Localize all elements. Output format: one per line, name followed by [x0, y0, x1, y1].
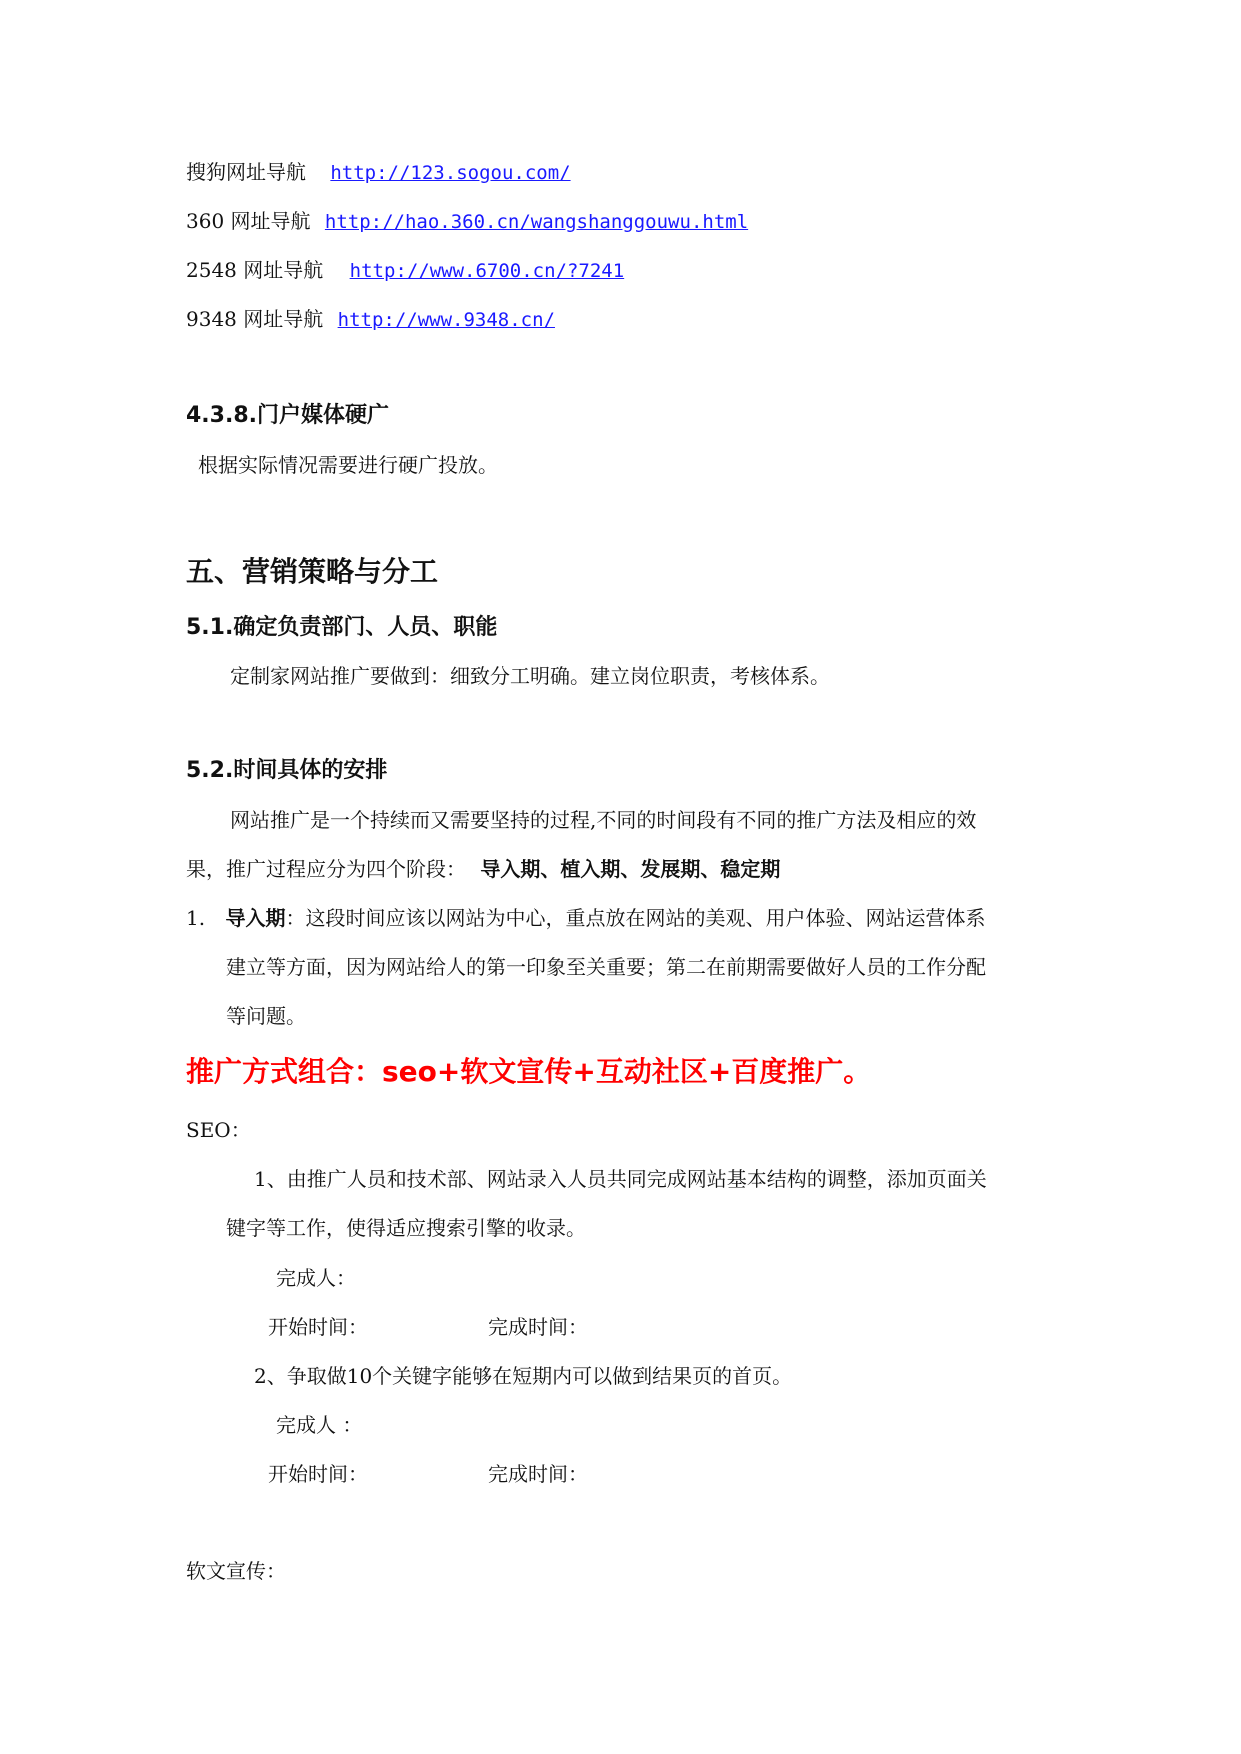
nav-label: 2548 网址导航 [186, 258, 324, 282]
nav-link[interactable]: http://123.sogou.com/ [330, 162, 571, 184]
seo-task1-start: 开始时间： [268, 1315, 368, 1339]
seo-task1-end: 完成时间： [488, 1315, 588, 1339]
section-heading-51: 5.1.确定负责部门、人员、职能 [186, 615, 498, 640]
paragraph-text: 果，推广过程应分为四个阶段： [186, 857, 466, 881]
seo-task2-owner: 完成人 ： [276, 1413, 363, 1437]
seo-task1-line: 键字等工作，使得适应搜索引擎的收录。 [226, 1216, 586, 1240]
nav-line-2548 [186, 256, 624, 285]
nav-link[interactable]: http://www.6700.cn/?7241 [349, 260, 625, 282]
section-body-51: 定制家网站推广要做到：细致分工明确。建立岗位职责，考核体系。 [230, 664, 830, 688]
nav-link[interactable]: http://hao.360.cn/wangshanggouwu.html [324, 211, 749, 233]
section-heading-52: 5.2.时间具体的安排 [186, 758, 388, 783]
stage-list-bold: 导入期、植入期、发展期、稳定期 [480, 857, 781, 881]
soft-article-label: 软文宣传： [186, 1559, 286, 1583]
nav-label: 搜狗网址导航 [186, 160, 306, 184]
list-number: 1. [186, 906, 206, 930]
seo-task1-owner: 完成人： [276, 1266, 356, 1290]
list-item-continuation: 等问题。 [226, 1004, 306, 1028]
section-heading-438: 4.3.8.门户媒体硬广 [186, 403, 389, 428]
promo-combo-heading: 推广方式组合：seo+软文宣传+互动社区+百度推广。 [186, 1055, 872, 1088]
nav-label: 360 网址导航 [186, 209, 311, 233]
nav-link[interactable]: http://www.9348.cn/ [337, 309, 555, 331]
nav-line-sogou [186, 158, 571, 187]
list-item-continuation: 建立等方面，因为网站给人的第一印象至关重要；第二在前期需要做好人员的工作分配 [226, 955, 986, 979]
list-item-text: ：这段时间应该以网站为中心，重点放在网站的美观、用户体验、网站运营体系 [285, 906, 986, 930]
seo-task1-line: 1、由推广人员和技术部、网站录入人员共同完成网站基本结构的调整，添加页面关 [254, 1167, 987, 1191]
seo-task2-line: 2、争取做10个关键字能够在短期内可以做到结果页的首页。 [254, 1364, 793, 1388]
list-item-bold-label: 导入期 [225, 906, 286, 930]
nav-line-9348 [186, 305, 555, 334]
seo-task2-start: 开始时间： [268, 1462, 368, 1486]
nav-line-360 [186, 207, 748, 236]
paragraph-line: 网站推广是一个持续而又需要坚持的过程,不同的时间段有不同的推广方法及相应的效 [230, 808, 977, 832]
nav-label: 9348 网址导航 [186, 307, 324, 331]
list-item-1 [186, 904, 985, 932]
chapter-title: 五、营销策略与分工 [186, 555, 439, 588]
seo-task2-end: 完成时间： [488, 1462, 588, 1486]
section-body-438: 根据实际情况需要进行硬广投放。 [198, 453, 498, 477]
seo-label: SEO： [186, 1118, 251, 1142]
paragraph-line [186, 855, 780, 883]
